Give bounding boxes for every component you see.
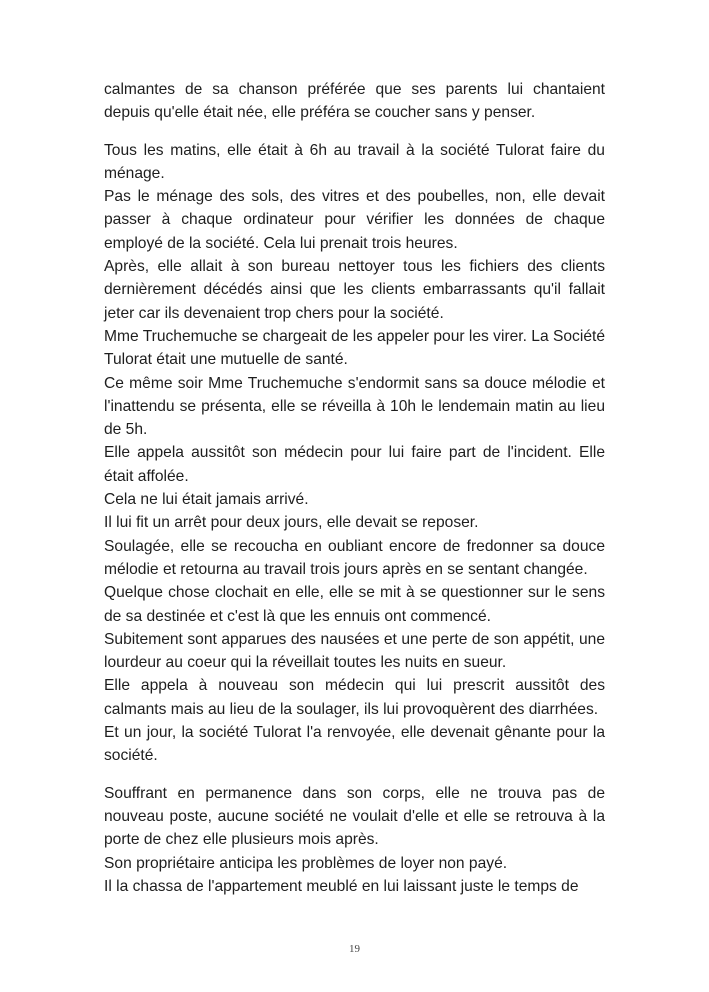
paragraph: Il la chassa de l'appartement meublé en lui laissant juste le temps de: [104, 877, 579, 895]
paragraph: calmantes de sa chanson préférée que ses parents lui chantaient depuis qu'elle était née, elle préféra se coucher sans y penser.: [104, 81, 605, 122]
paragraph: Elle appela aussitôt son médecin pour lui faire part de l'incident. Elle était affolée.: [104, 444, 605, 485]
paragraph: Souffrant en permanence dans son corps, elle ne trouva pas de nouveau poste, aucune société ne voulait d'elle et elle se retrouva à la porte de chez elle plusieurs mois après.: [104, 784, 605, 849]
paragraph: Subitement sont apparues des nausées et une perte de son appétit, une lourdeur au coeur qui la réveillait toutes les nuits en sueur.: [104, 630, 605, 672]
paragraph: Ce même soir Mme Truchemuche s'endormit sans sa douce mélodie et l'inattendu se présenta, elle se réveilla à 10h le lendemain matin au lieu de 5h.: [104, 374, 605, 439]
paragraph: Cela ne lui était jamais arrivé.: [104, 491, 309, 509]
paragraph: Elle appela à nouveau son médecin qui lui prescrit aussitôt des calmants mais au lieu de la soulager, ils lui provoquèrent des diarrhées.: [104, 677, 605, 718]
paragraph: Et un jour, la société Tulorat l'a renvoyée, elle devenait gênante pour la société.: [104, 724, 605, 765]
page-body: [104, 78, 605, 898]
paragraph: Pas le ménage des sols, des vitres et des poubelles, non, elle devait passer à chaque ordinateur pour vérifier les données de chaque employé de la société. Cela lui prenait trois heures.: [104, 188, 605, 252]
page-number: 19: [349, 943, 360, 955]
paragraph: Quelque chose clochait en elle, elle se mit à se questionner sur le sens de sa destinée et c'est là que les ennuis ont commencé.: [104, 584, 605, 625]
text-block-2: [104, 139, 605, 768]
paragraph: Il lui fit un arrêt pour deux jours, elle devait se reposer.: [104, 514, 479, 532]
paragraph: Son propriétaire anticipa les problèmes de loyer non payé.: [104, 854, 508, 872]
paragraph: Soulagée, elle se recoucha en oubliant encore de fredonner sa douce mélodie et retourna au travail trois jours après en se sentant changée.: [104, 537, 605, 578]
paragraph: Mme Truchemuche se chargeait de les appeler pour les virer. La Société Tulorat était une mutuelle de santé.: [104, 327, 605, 369]
text-block-3: [104, 782, 605, 898]
paragraph: Tous les matins, elle était à 6h au travail à la société Tulorat faire du ménage.: [104, 141, 605, 182]
paragraph: Après, elle allait à son bureau nettoyer tous les fichiers des clients dernièrement décédés ainsi que les clients embarrassants qu'il fallait jeter car ils devenaient trop chers pour la société.: [104, 258, 605, 322]
text-block-1: [104, 78, 605, 125]
